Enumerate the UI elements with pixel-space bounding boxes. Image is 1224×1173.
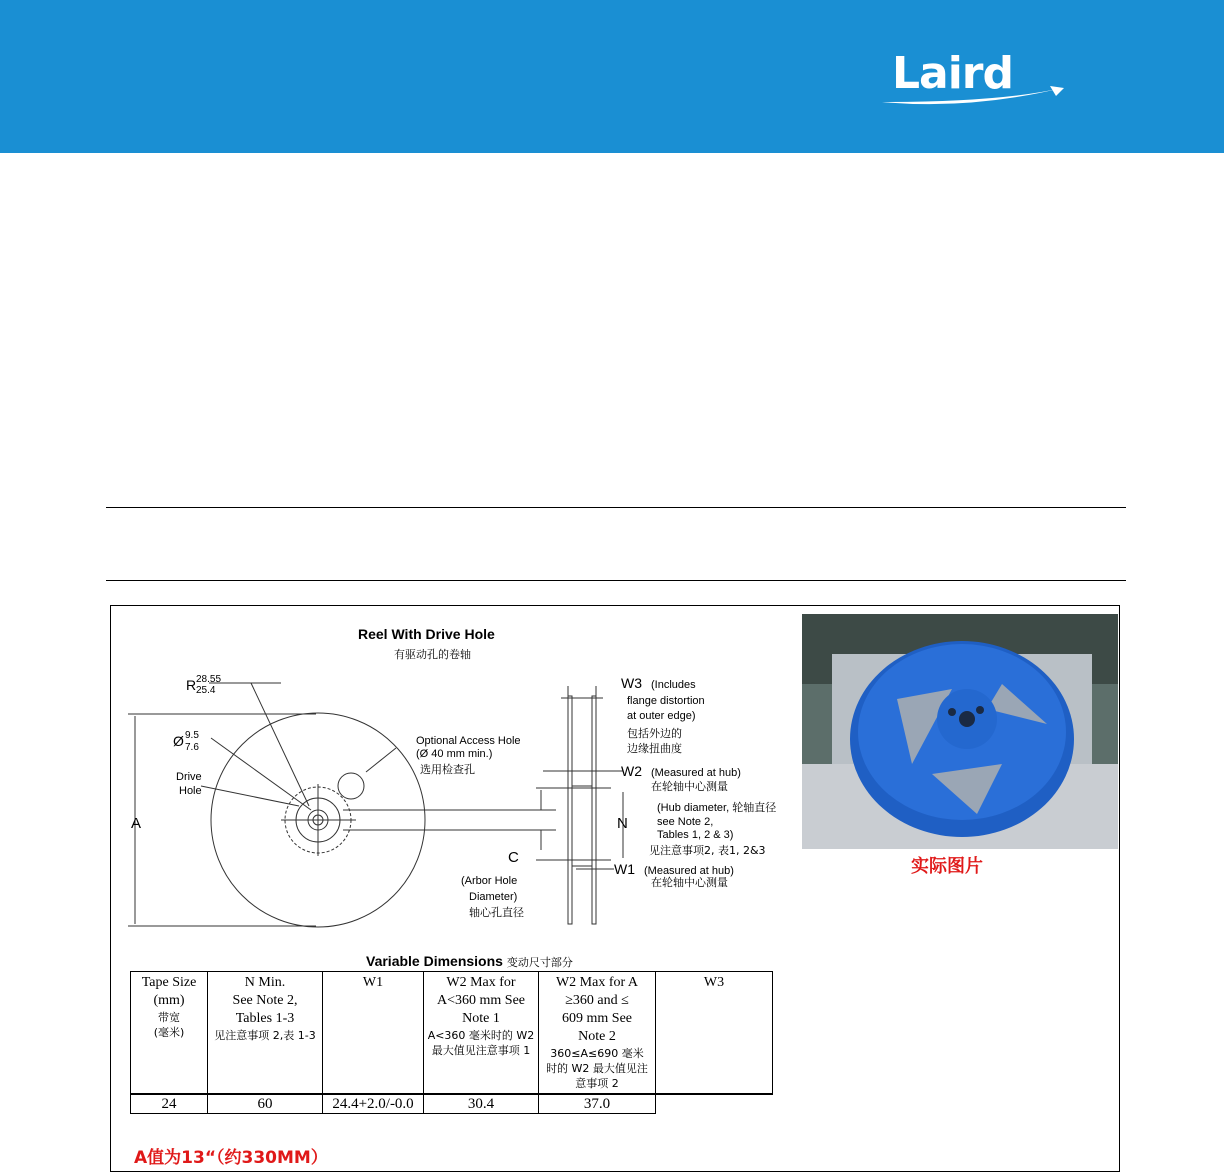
divider-bottom: [106, 580, 1126, 581]
svg-text:选用检查孔: 选用检查孔: [420, 763, 475, 776]
svg-text:Drive: Drive: [176, 771, 202, 783]
reel-figure: [110, 605, 1120, 1172]
reel-photo: [802, 614, 1118, 849]
reel-drawing: [111, 606, 801, 946]
svg-text:Diameter): Diameter): [469, 891, 518, 903]
svg-text:25.4: 25.4: [196, 685, 216, 696]
svg-text:Ø: Ø: [173, 733, 184, 749]
svg-text:(Measured at hub): (Measured at hub): [651, 767, 741, 779]
svg-text:7.6: 7.6: [185, 742, 199, 753]
svg-text:W3: W3: [621, 675, 642, 691]
col-w3: W3: [656, 972, 773, 1095]
svg-text:28.55: 28.55: [196, 674, 222, 685]
svg-text:包括外边的: 包括外边的: [627, 727, 682, 740]
drawing-title-cn: 有驱动孔的卷轴: [394, 648, 471, 661]
svg-text:A: A: [131, 815, 142, 832]
svg-text:(Arbor Hole: (Arbor Hole: [461, 875, 518, 887]
svg-text:at outer edge): at outer edge): [627, 710, 696, 722]
svg-text:W1: W1: [614, 861, 635, 877]
svg-text:(Ø 40 mm min.): (Ø 40 mm min.): [416, 748, 493, 760]
svg-text:(Includes: (Includes: [651, 679, 696, 691]
col-w1: W1: [323, 972, 424, 1095]
svg-text:见注意事项2, 表1, 2&3: 见注意事项2, 表1, 2&3: [649, 844, 766, 857]
brand-name: Laird: [892, 48, 1014, 99]
svg-text:边缘扭曲度: 边缘扭曲度: [627, 742, 682, 755]
page-header: [0, 0, 1224, 153]
svg-text:Tables 1, 2 & 3): Tables 1, 2 & 3): [657, 829, 734, 841]
svg-text:flange distortion: flange distortion: [627, 695, 705, 707]
svg-text:9.5: 9.5: [185, 730, 199, 741]
svg-text:Optional Access Hole: Optional Access Hole: [416, 735, 521, 747]
col-w2-large: W2 Max for A ≥360 and ≤ 609 mm See Note 2 360≤A≤690 毫米 时的 W2 最大值见注 意事项 2: [539, 972, 656, 1095]
variable-dimensions-table: [130, 971, 773, 1114]
svg-text:Hole: Hole: [179, 785, 202, 797]
svg-text:(Measured at hub): (Measured at hub): [644, 865, 734, 877]
svg-text:C: C: [508, 849, 519, 866]
col-tape-size: Tape Size (mm) 带宽 (毫米): [131, 972, 208, 1095]
divider-top: [106, 507, 1126, 508]
table-row: 24 60 24.4+2.0/-0.0 30.4 37.0: [131, 1094, 773, 1114]
col-w2-small: W2 Max for A<360 mm See Note 1 A<360 毫米时的 W2 最大值见注意事项 1: [424, 972, 539, 1095]
svg-text:在轮轴中心测量: 在轮轴中心测量: [651, 876, 728, 889]
photo-caption: 实际图片: [911, 856, 983, 877]
svg-text:W2: W2: [621, 763, 642, 779]
svg-text:R: R: [186, 677, 197, 693]
svg-text:(Hub diameter, 轮轴直径: (Hub diameter, 轮轴直径: [657, 802, 777, 814]
svg-text:see Note 2,: see Note 2,: [657, 816, 714, 828]
col-n-min: N Min. See Note 2, Tables 1-3 见注意事项 2,表 1-3: [208, 972, 323, 1095]
svg-text:轴心孔直径: 轴心孔直径: [469, 906, 524, 919]
svg-text:在轮轴中心测量: 在轮轴中心测量: [651, 780, 728, 793]
table-title: Variable Dimensions 变动尺寸部分: [366, 953, 573, 969]
drawing-title: Reel With Drive Hole: [358, 626, 495, 642]
svg-text:N: N: [617, 815, 628, 832]
reel-size-note: A值为13“（约330MM）: [134, 1148, 328, 1168]
laird-logo: [880, 48, 1065, 114]
